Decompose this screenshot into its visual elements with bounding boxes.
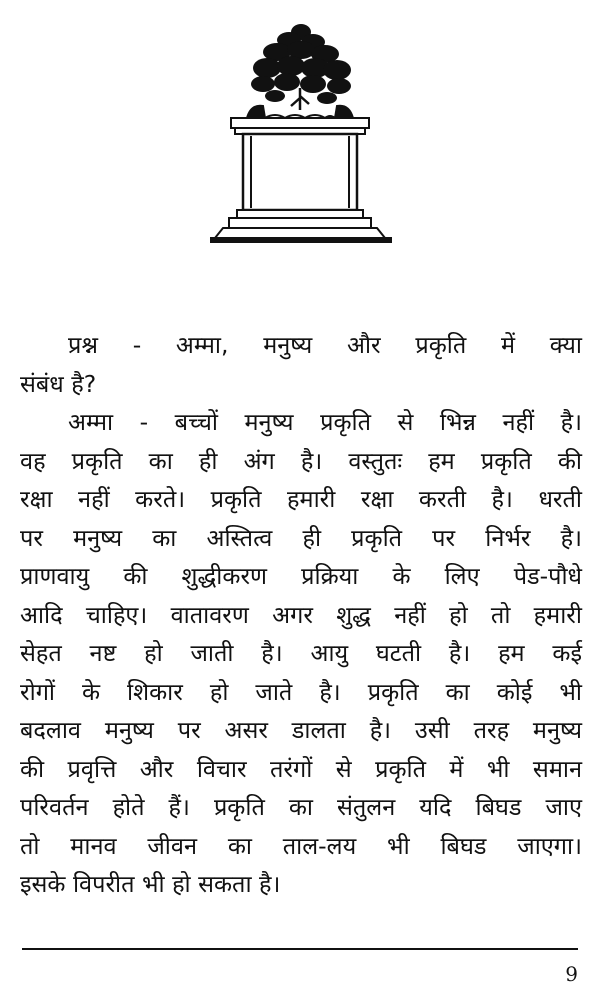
question-paragraph — [20, 326, 582, 403]
text-line: सेहत नष्ट हो जाती है। आयु घटती है। हम कई — [20, 639, 582, 667]
text-line: रोगों के शिकार हो जाते है। प्रकृति का कोई भी — [20, 677, 582, 706]
page-number: 9 — [565, 962, 578, 986]
text-line: तो मानव जीवन का ताल-लय भी बिघड जाएगा। — [20, 831, 582, 860]
text-line: संबंध है? — [20, 369, 97, 398]
text-line: बदलाव मनुष्य पर असर डालता है। उसी तरह मनुष्य — [20, 716, 582, 744]
tulsi-plant-on-pedestal-icon — [205, 18, 395, 246]
text-line: पर मनुष्य का अस्तित्व ही प्रकृति पर निर्भर है। — [20, 523, 582, 552]
text-line: अम्मा - बच्चों मनुष्य प्रकृति से भिन्न नहीं है। — [68, 408, 582, 436]
text-line: आदि चाहिए। वातावरण अगर शुद्ध नहीं हो तो हमारी — [20, 600, 582, 629]
text-line: प्रश्न - अम्मा, मनुष्य और प्रकृति में क्या — [68, 331, 582, 359]
text-line: वह प्रकृति का ही अंग है। वस्तुतः हम प्रकृति की — [20, 446, 582, 475]
answer-paragraph — [20, 403, 582, 904]
text-line: परिवर्तन होते हैं। प्रकृति का संतुलन यदि बिघड जाए — [20, 793, 582, 821]
footer-divider — [22, 948, 578, 950]
text-line: की प्रवृत्ति और विचार तरंगों से प्रकृति में भी समान — [20, 754, 582, 783]
body-text — [20, 326, 582, 904]
text-line: प्राणवायु की शुद्धीकरण प्रक्रिया के लिए पेड-पौधे — [20, 562, 582, 590]
text-line: रक्षा नहीं करते। प्रकृति हमारी रक्षा करती है। धरती — [20, 485, 582, 513]
text-line: इसके विपरीत भी हो सकता है। — [20, 870, 281, 898]
